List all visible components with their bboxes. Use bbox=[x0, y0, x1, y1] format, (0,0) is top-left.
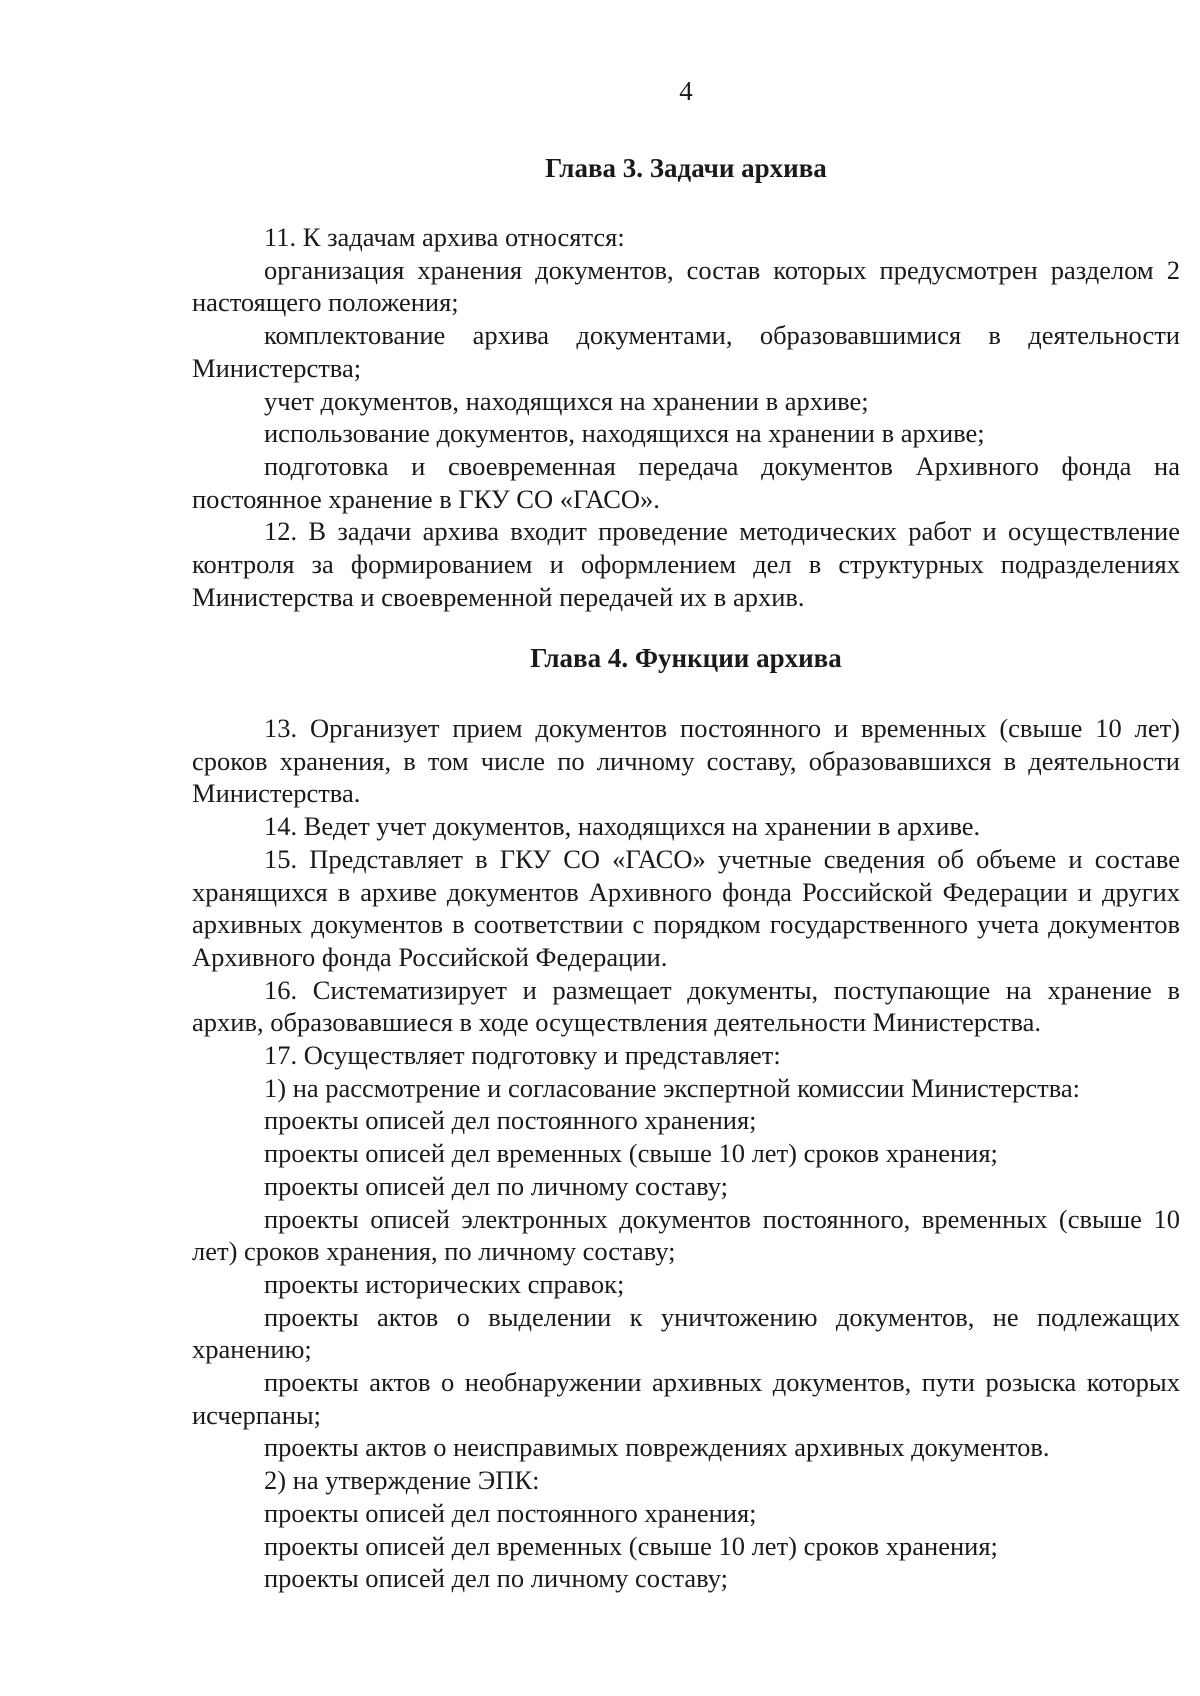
paragraph: проекты описей дел временных (свыше 10 лет) сроков хранения; bbox=[264, 1530, 998, 1561]
paragraph: проекты актов о выделении к уничтожению документов, не подлежащих хранению; bbox=[192, 1301, 1180, 1365]
chapter-4-title: Глава 4. Функции архива bbox=[530, 643, 842, 673]
paragraph: проекты исторических справок; bbox=[264, 1268, 625, 1299]
chapter-4-body bbox=[192, 712, 1180, 1595]
paragraph: учет документов, находящихся на хранении в архиве; bbox=[264, 385, 869, 416]
paragraph: комплектование архива документами, образовавшимися в деятельности Министерства; bbox=[192, 320, 1180, 383]
paragraph: 16. Систематизирует и размещает документы, поступающие на хранение в архив, образовавшиеся в ходе осуществления деятельности Министерства. bbox=[192, 974, 1180, 1038]
paragraph: 17. Осуществляет подготовку и представляет: bbox=[264, 1040, 781, 1071]
paragraph: 2) на утверждение ЭПК: bbox=[264, 1465, 540, 1496]
paragraph: проекты описей дел по личному составу; bbox=[264, 1170, 728, 1201]
paragraph: 13. Организует прием документов постоянного и временных (свыше 10 лет) сроков хранения, в том числе по личному составу, образовавшихся в деятельности Министерства. bbox=[192, 713, 1180, 809]
document-page bbox=[192, 0, 1180, 1696]
paragraph: 1) на рассмотрение и согласование экспертной комиссии Министерства: bbox=[264, 1072, 1081, 1103]
paragraph: подготовка и своевременная передача документов Архивного фонда на постоянное хранение в ГКУ СО «ГАСО». bbox=[192, 450, 1180, 514]
paragraph: организация хранения документов, состав которых предусмотрен разделом 2 настоящего положения; bbox=[192, 254, 1180, 318]
paragraph: проекты описей дел по личному составу; bbox=[264, 1563, 728, 1594]
paragraph: проекты актов о неисправимых повреждениях архивных документов. bbox=[264, 1432, 1050, 1463]
paragraph: 11. К задачам архива относятся: bbox=[264, 222, 625, 252]
paragraph: проекты описей электронных документов постоянного, временных (свыше 10 лет) сроков хранения, по личному составу; bbox=[192, 1203, 1180, 1267]
paragraph: проекты описей дел постоянного хранения; bbox=[264, 1105, 757, 1136]
paragraph: 15. Представляет в ГКУ СО «ГАСО» учетные сведения об объеме и составе хранящихся в архиве документов Архивного фонда Российской Федерации и других архивных документов в соответствии с порядком государственного учета документов Архивного фонда Российской Федерации. bbox=[192, 843, 1180, 972]
paragraph: использование документов, находящихся на хранении в архиве; bbox=[264, 418, 985, 449]
page-number: 4 bbox=[679, 76, 693, 106]
chapter-3-title: Глава 3. Задачи архива bbox=[545, 153, 827, 183]
chapter-3-body bbox=[192, 221, 1180, 613]
paragraph: 14. Ведет учет документов, находящихся на хранении в архиве. bbox=[264, 811, 981, 842]
paragraph: проекты описей дел временных (свыше 10 лет) сроков хранения; bbox=[264, 1138, 998, 1169]
paragraph: проекты описей дел постоянного хранения; bbox=[264, 1497, 757, 1528]
paragraph: проекты актов о необнаружении архивных документов, пути розыска которых исчерпаны; bbox=[192, 1367, 1180, 1430]
paragraph: 12. В задачи архива входит проведение методических работ и осуществление контроля за формированием и оформлением дел в структурных подразделениях Министерства и своевременной передачей их в архив. bbox=[192, 516, 1180, 612]
